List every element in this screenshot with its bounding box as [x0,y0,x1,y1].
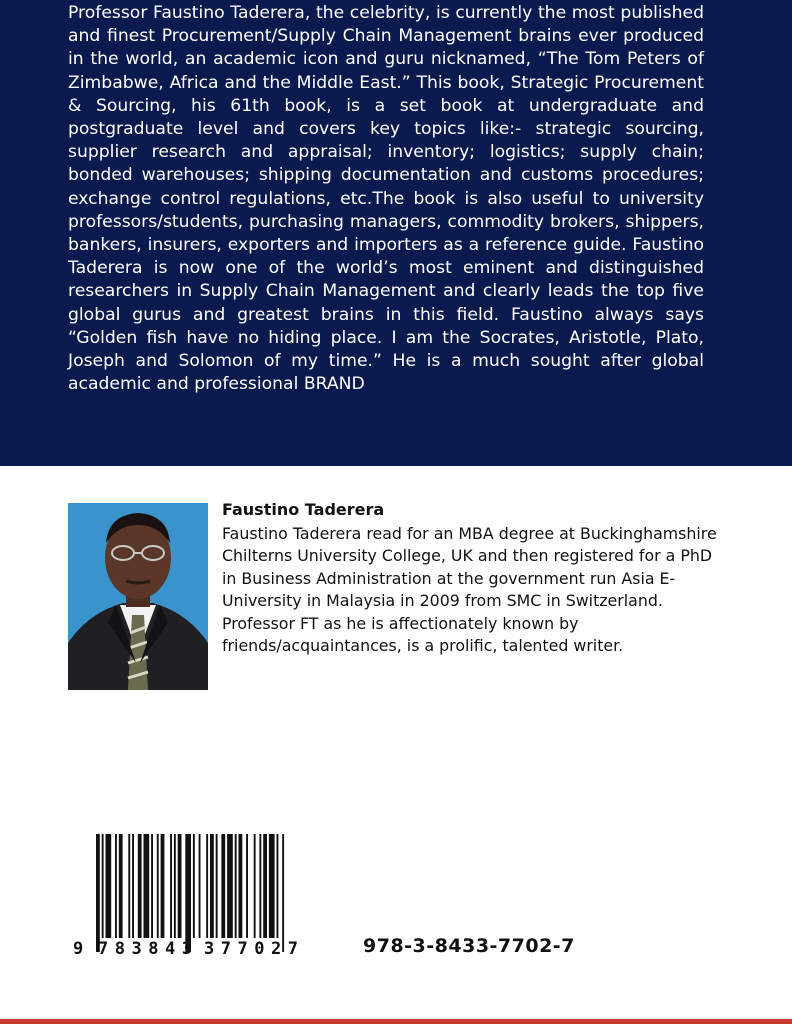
barcode-bar [185,834,191,952]
author-photo [68,503,208,690]
barcode [72,834,318,958]
barcode-bar [157,834,159,938]
barcode-bar [282,834,284,952]
barcode-bar [254,834,256,938]
barcode-bar [239,834,243,938]
barcode-bar [119,834,123,938]
barcode-bar [263,834,267,938]
barcode-bar [277,834,279,938]
barcode-bar [132,834,134,938]
barcode-bar [96,834,100,952]
barcode-bars [96,834,284,952]
barcode-digits-left: 783843 [98,939,192,958]
barcode-bar [199,834,201,938]
barcode-bar [178,834,182,938]
barcode-digit-prefix: 9 [73,939,84,958]
barcode-bar [269,834,275,938]
author-bio: Faustino Taderera read for an MBA degree at Buckinghamshire Chilterns University College, UK and then registered for a PhD in Business Administration at the government run Asia E- University in Malaysia in 2009 from SMC in Switzerland. Professor FT as he is affectionately known by friends/acquaintances, is a prolific, talented writer. [222,524,717,656]
barcode-bar [221,834,225,938]
bottom-rule [0,1019,792,1024]
barcode-bar [174,834,176,938]
barcode-bar [210,834,214,938]
barcode-bar [115,834,117,938]
blurb-panel [0,0,792,466]
barcode-bar [161,834,165,938]
barcode-bar [227,834,233,938]
barcode-bar [206,834,208,938]
barcode-bar [128,834,130,938]
barcode-bar [106,834,112,938]
barcode-bar [170,834,172,938]
barcode-digits-right: 377027 [204,939,298,958]
barcode-bar [144,834,150,938]
author-name: Faustino Taderera [222,500,385,519]
isbn-text: 978-3-8433-7702-7 [363,935,575,957]
barcode-bar [151,834,153,938]
barcode-bar [216,834,218,938]
barcode-bar [193,834,195,938]
barcode-bar [235,834,237,938]
barcode-bar [102,834,104,938]
barcode-bar [259,834,261,938]
blurb-text: Professor Faustino Taderera, the celebrity, is currently the most published and finest Procurement/Supply Chain Management brains ever produced in the world, an academic icon and guru nicknamed, “The Tom Peters of Zimbabwe, Africa and the Middle East.” This book, Strategic Procurement & Sourcing, his 61th book, is a set book at undergraduate and postgraduate level and covers key topics like:- strategic sourcing, supplier research and appraisal; inventory; logistics; supply chain; bonded warehouses; shipping documentation and customs procedures; exchange control regulations, etc.The book is also useful to university professors/students, purchasing managers, commodity brokers, shippers, bankers, insurers, exporters and importers as a reference guide. Faustino Taderera is now one of the world’s most eminent and distinguished researchers in Supply Chain Management and clearly leads the top five global gurus and greatest brains in this field. Faustino always says “Golden fish have no hiding place. I am the Socrates, Aristotle, Plato, Joseph and Solomon of my time.” He is a much sought after global academic and professional BRAND [68,3,704,395]
barcode-bar [246,834,248,938]
barcode-bar [138,834,142,938]
author-portrait-image [68,503,208,690]
